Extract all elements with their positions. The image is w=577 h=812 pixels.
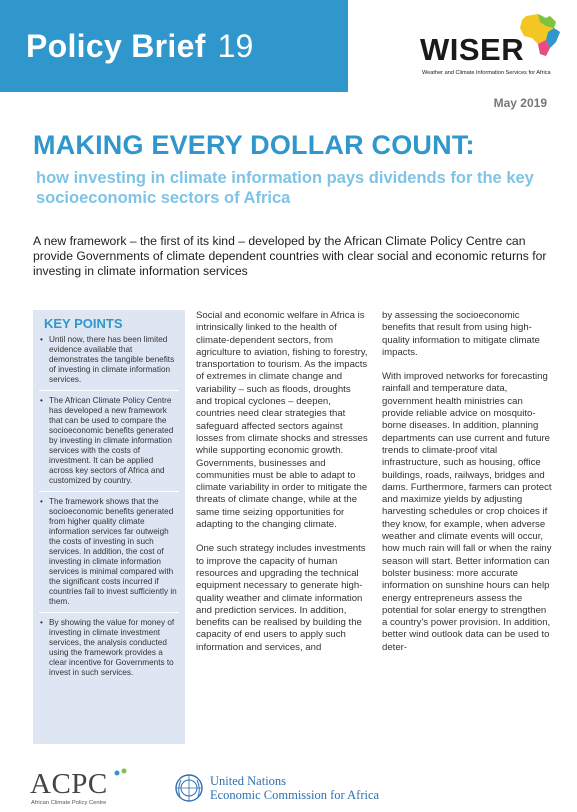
wiser-wordmark: WISER [420,32,525,67]
lead-paragraph: A new framework – the first of its kind – developed by the African Climate Policy Centre can provide Governments of climate dependent countries with clear social and economic returns for investing in climate information services [33,234,547,278]
un-name: United Nations [210,774,287,788]
key-point-item: • Until now, there has been limited evidence available that demonstrates the tangible benefits of investing in climate information services. [39,335,179,391]
body-paragraph: One such strategy includes investments to improve the capacity of human resources and upgrading the technical equipment necessary to generate high-quality weather and climate information and prediction services. In addition, benefits can be realised by building the capacity of end users to apply such information and services, and [196,543,366,653]
acpc-logo [30,768,134,808]
acpc-subtitle: African Climate Policy Centre [31,800,107,806]
wiser-tagline: Weather and Climate Information Services for Africa [422,70,551,76]
key-points-list [39,335,179,683]
body-column-middle [196,310,368,666]
body-column-right [382,310,554,666]
key-point-item: • By showing the value for money of investing in climate investment services, the analysis conducted using the framework provides a clear incentive for Governments to invest in such services. [39,618,179,683]
wiser-logo [420,12,566,82]
body-paragraph: by assessing the socioeconomic benefits that result from using high-quality information to mitigate climate impacts. [382,310,540,358]
body-paragraph: With improved networks for forecasting rainfall and temperature data, government health ministries can provide reliable advice on mosquito-borne diseases. In addition, planning departments can use current and future trends to climate-proof vital infrastructure, such as housing, office buildings, roads, railways, bridges and dams. Furthermore, farmers can protect and maximize yields by adjusting harvesting schedules or crop choices if they know, for example, when adverse weather and climate events will occur, how much rain will fall or when the rainy season will start. Better information can bolster business: more accurate information on sunshine hours can help energy entrepreneurs assess the potential for solar energy to strengthen a country's power provision. In addition, better wind outlook data can be used to deter- [382,371,552,653]
body-paragraph: Social and economic welfare in Africa is intrinsically linked to the health of climate-dependent sectors, from agriculture to aviation, fishing to forestry, transportation to tourism. As the impacts of extremes in climate change and variability – such as floods, droughts and tropical cyclones – deepen, countries need clear strategies that safeguard affected sectors against losses from climate shocks and stresses while supporting economic growth. Governments, businesses and communities must be able to adapt to climate variability in order to mitigate the threats of climate change, while at the same time seizing opportunities for adapting to the changing climate. [196,310,368,531]
subtitle: how investing in climate information pays dividends for the key socioeconomic sectors of Africa [36,169,534,207]
key-points-heading: KEY POINTS [44,316,123,331]
policy-brief-number: 19 [217,27,254,64]
policy-brief-label: Policy Brief [26,27,206,64]
acpc-wordmark: ACPC [30,768,108,800]
uneca-logo [174,772,414,804]
policy-brief-banner [0,0,348,92]
eca-name: Economic Commission for Africa [210,788,380,802]
key-points-box [33,310,185,744]
un-emblem-icon [174,773,204,803]
key-point-item: • The African Climate Policy Centre has developed a new framework that can be used to compare the socioeconomic benefits generated by investing in climate information services with the costs of investment. It can be applied across key sectors of Africa and customized by country. [39,396,179,492]
acpc-dots-icon [114,768,128,778]
main-title: MAKING EVERY DOLLAR COUNT: [33,130,475,160]
publication-date: May 2019 [493,96,547,110]
key-point-item: • The framework shows that the socioeconomic benefits generated from higher quality climate information services far outweigh the costs of investing in such services. In addition, the cost of investing in climate information services is minimal compared with the significant costs incurred if countries fail to invest sufficiently in them. [39,497,179,613]
